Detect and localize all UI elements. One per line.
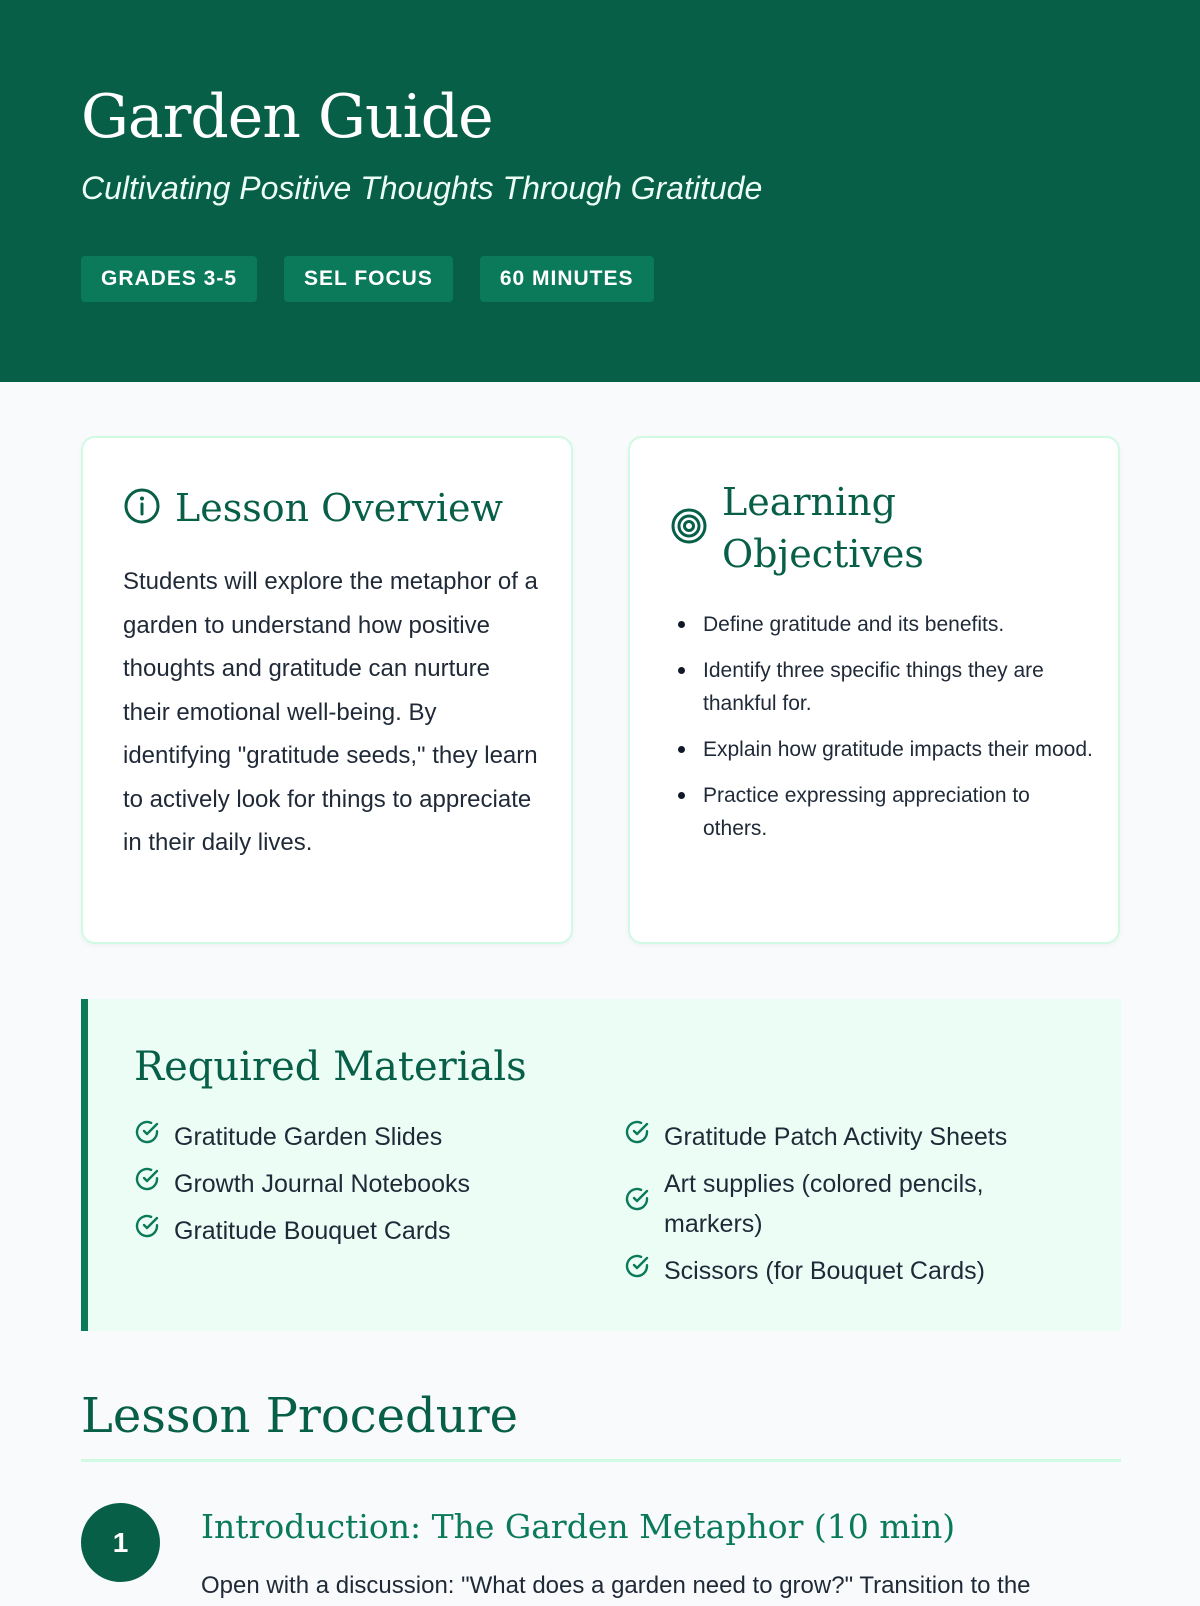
- step-text: Open with a discussion: "What does a garden need to grow?" Transition to the: [201, 1572, 1031, 1599]
- learning-objectives-heading: [670, 476, 942, 580]
- badge-row: [81, 256, 654, 302]
- material-label: Gratitude Patch Activity Sheets: [664, 1123, 1008, 1151]
- check-circle-icon: [134, 1164, 160, 1204]
- material-item: [134, 1164, 574, 1204]
- learning-objectives-title: Learning Objectives: [722, 480, 924, 576]
- check-circle-icon: [134, 1117, 160, 1157]
- lesson-overview-title: Lesson Overview: [175, 486, 504, 530]
- material-item: [624, 1251, 1044, 1291]
- material-item: [134, 1211, 574, 1251]
- check-circle-icon: [624, 1117, 650, 1157]
- lesson-overview-text: Students will explore the metaphor of a garden to understand how positive thoughts and gratitude can nurture their emotional well-being. By identifying "gratitude seeds," they learn to actively look for things to appreciate in their daily lives.: [123, 568, 538, 856]
- lesson-procedure-title: Lesson Procedure: [81, 1388, 519, 1444]
- procedure-divider: [81, 1459, 1121, 1462]
- step-number-badge: 1: [81, 1503, 160, 1582]
- material-label: Scissors (for Bouquet Cards): [664, 1257, 985, 1285]
- materials-column-2: [624, 1117, 1044, 1298]
- target-icon: [670, 507, 708, 550]
- material-label: Gratitude Garden Slides: [174, 1123, 443, 1151]
- material-item: [624, 1117, 1044, 1157]
- required-materials-panel: [81, 999, 1121, 1331]
- objective-item: Define gratitude and its benefits.: [703, 608, 1093, 641]
- check-circle-icon: [624, 1184, 650, 1224]
- objective-item: Explain how gratitude impacts their mood.: [703, 733, 1093, 766]
- material-label: Art supplies (colored pencils, markers): [664, 1170, 984, 1238]
- step-title: Introduction: The Garden Metaphor (10 min): [201, 1507, 956, 1546]
- page-subtitle: Cultivating Positive Thoughts Through Gratitude: [81, 170, 763, 206]
- check-circle-icon: [624, 1251, 650, 1291]
- material-label: Growth Journal Notebooks: [174, 1170, 470, 1198]
- material-item: [624, 1164, 1044, 1244]
- page-header: [0, 0, 1200, 382]
- info-icon: [123, 487, 161, 530]
- required-materials-title: Required Materials: [134, 1044, 527, 1090]
- grade-badge: GRADES 3-5: [81, 256, 257, 302]
- objectives-list: [703, 608, 1093, 858]
- material-item: [134, 1117, 574, 1157]
- materials-column-1: [134, 1117, 574, 1258]
- objective-item: Identify three specific things they are thankful for.: [703, 654, 1093, 720]
- page-title: Garden Guide: [81, 82, 493, 152]
- learning-objectives-card: [628, 436, 1120, 944]
- lesson-overview-card: [81, 436, 573, 944]
- duration-badge: 60 MINUTES: [480, 256, 654, 302]
- objective-item: Practice expressing appreciation to others.: [703, 779, 1093, 845]
- check-circle-icon: [134, 1211, 160, 1251]
- material-label: Gratitude Bouquet Cards: [174, 1217, 451, 1245]
- lesson-overview-heading: [123, 482, 503, 534]
- focus-badge: SEL FOCUS: [284, 256, 453, 302]
